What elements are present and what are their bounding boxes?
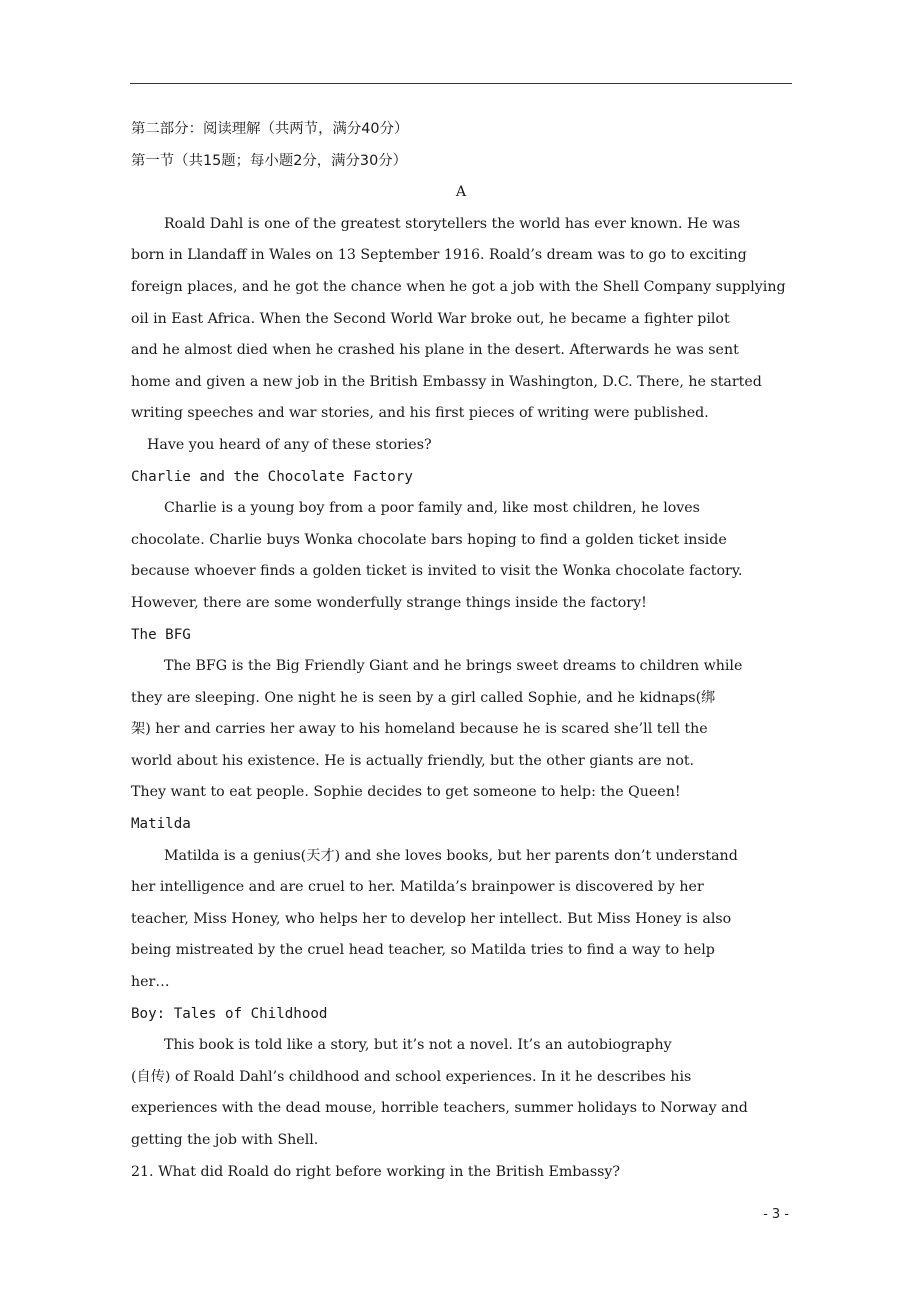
- paragraph-line: chocolate. Charlie buys Wonka chocolate bars hoping to find a golden ticket inside: [131, 531, 727, 548]
- paragraph-line: teacher, Miss Honey, who helps her to develop her intellect. But Miss Honey is also: [131, 910, 732, 927]
- paragraph-line: 架) her and carries her away to his homeland because he is scared she’ll tell the: [131, 721, 708, 738]
- book-title: Boy: Tales of Childhood: [131, 1005, 328, 1022]
- paragraph-line: Matilda is a genius(天才) and she loves books, but her parents don’t understand: [164, 847, 738, 864]
- passage-label: A: [455, 184, 467, 201]
- paragraph-line: They want to eat people. Sophie decides to get someone to help: the Queen!: [131, 784, 681, 801]
- part-title: 第二部分：阅读理解（共两节，满分40分）: [131, 121, 409, 137]
- book-title: Matilda: [131, 816, 191, 833]
- book-title: Charlie and the Chocolate Factory: [131, 468, 413, 485]
- book-section: [131, 620, 821, 810]
- paragraph-line: However, there are some wonderfully strange things inside the factory!: [131, 594, 647, 611]
- paragraph-line: because whoever finds a golden ticket is invited to visit the Wonka chocolate factory.: [131, 563, 743, 580]
- paragraph-line: The BFG is the Big Friendly Giant and he brings sweet dreams to children while: [164, 658, 743, 675]
- document-body: [131, 114, 821, 1188]
- book-section: [131, 809, 821, 999]
- paragraph-line: her intelligence and are cruel to her. Matilda’s brainpower is discovered by her: [131, 879, 704, 896]
- paragraph-line: born in Llandaff in Wales on 13 September 1916. Roald’s dream was to go to exciting: [131, 247, 747, 264]
- paragraph-line: being mistreated by the cruel head teacher, so Matilda tries to find a way to help: [131, 942, 715, 959]
- paragraph-line: they are sleeping. One night he is seen by a girl called Sophie, and he kidnaps(绑: [131, 689, 716, 706]
- paragraph-line: getting the job with Shell.: [131, 1132, 319, 1148]
- paragraph-line: (自传) of Roald Dahl’s childhood and school experiences. In it he describes his: [131, 1068, 692, 1085]
- intro-paragraph: [131, 209, 821, 430]
- paragraph-line: Roald Dahl is one of the greatest storytellers the world has ever known. He was: [164, 215, 741, 232]
- book-section: [131, 999, 821, 1157]
- book-section: [131, 462, 821, 620]
- paragraph-line: world about his existence. He is actually friendly, but the other giants are not.: [131, 752, 695, 769]
- paragraph-line: foreign places, and he got the chance when he got a job with the Shell Company supplying: [131, 278, 786, 295]
- question-intro: Have you heard of any of these stories?: [147, 436, 432, 453]
- paragraph-line: oil in East Africa. When the Second World War broke out, he became a fighter pilot: [131, 310, 730, 327]
- paragraph-line: This book is told like a story, but it’s not a novel. It’s an autobiography: [164, 1037, 672, 1054]
- section-title: 第一节（共15题；每小题2分，满分30分）: [131, 152, 408, 169]
- page-number: - 3 -: [763, 1207, 789, 1222]
- paragraph-line: home and given a new job in the British Embassy in Washington, D.C. There, he started: [131, 373, 762, 390]
- paragraph-line: experiences with the dead mouse, horrible teachers, summer holidays to Norway and: [131, 1100, 748, 1117]
- paragraph-line: writing speeches and war stories, and his first pieces of writing were published.: [131, 405, 709, 422]
- question-21: 21. What did Roald do right before working in the British Embassy?: [131, 1163, 621, 1180]
- header-rule: [130, 83, 792, 84]
- paragraph-line: and he almost died when he crashed his plane in the desert. Afterwards he was sent: [131, 342, 739, 359]
- paragraph-line: Charlie is a young boy from a poor family and, like most children, he loves: [164, 500, 700, 517]
- paragraph-line: her…: [131, 974, 170, 991]
- book-title: The BFG: [131, 626, 191, 643]
